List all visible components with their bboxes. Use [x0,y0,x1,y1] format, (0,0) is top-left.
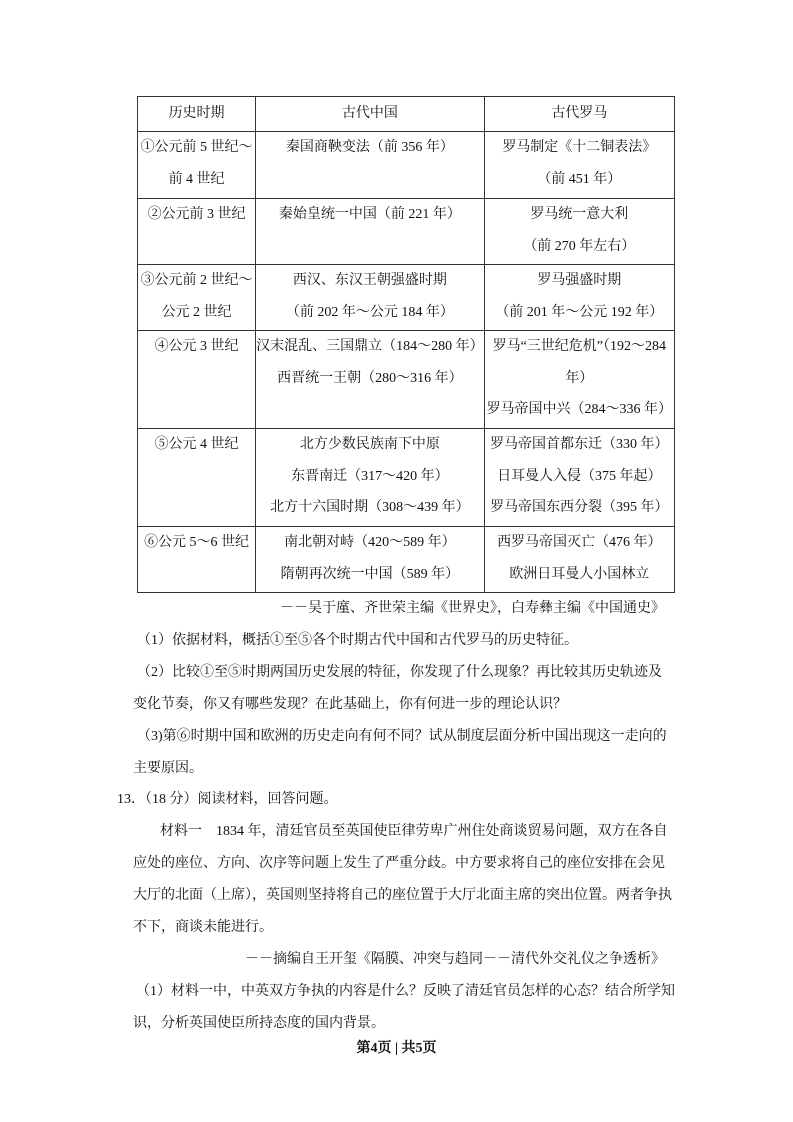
rome-cell [484,331,674,429]
period-cell [138,132,256,199]
q12-part1: （1）依据材料，概括①至⑤各个时期古代中国和古代罗马的历史特征。 [137,633,578,648]
q13-part1-line1: （1）材料一中，中英双方争执的内容是什么？反映了清廷官员怎样的心态？结合所学知 [136,984,675,999]
rome-cell [484,265,674,331]
q13-heading: 13．（18 分）阅读材料，回答问题。 [117,792,338,807]
cell-line: 罗马帝国中兴（284～336 年） [486,402,673,417]
rome-cell [484,527,674,593]
rome-cell [484,132,674,199]
cell-line: 欧洲日耳曼人小国林立 [509,566,650,582]
cell-line: 年） [565,370,594,386]
q12-part3-line1: （3)第⑥时期中国和欧洲的历史走向有何不同？试从制度层面分析中国出现这一走向的 [137,729,667,744]
table-row [138,199,675,265]
table-source: －－吴于廑、齐世荣主编《世界史》，白寿彝主编《中国通史》 [280,601,665,616]
cell-line: ⑥公元 5～6 世纪 [144,535,250,550]
cell-line: 罗马统一意大利 [530,207,629,222]
period-cell [138,199,256,265]
cell-line: 罗马帝国东西分裂（395 年） [490,500,669,515]
cell-line: 汉末混乱、三国鼎立（184～280 年） [256,339,484,354]
cell-line: （前 270 年左右） [523,238,636,254]
cell-line: 前 4 世纪 [168,171,225,187]
table-row [138,132,675,199]
cell-line: ②公元前 3 世纪 [147,207,246,222]
cell-line: 秦始皇统一中国（前 221 年） [278,207,461,222]
table-row [138,429,675,527]
cell-line: 西罗马帝国灭亡（476 年） [497,535,662,550]
cell-line: 西晋统一王朝（280～316 年） [277,370,463,386]
rome-cell [484,199,674,265]
cell-line: 罗马“三世纪危机”（192～284 [492,339,667,354]
cell-line: （前 201 年～公元 192 年） [495,304,664,320]
china-cell [256,199,485,265]
period-cell [138,527,256,593]
q12-part2-line2: 变化节奏，你又有哪些发现？在此基础上，你有何进一步的理论认识？ [133,697,567,712]
cell-line: 罗马制定《十二铜表法》 [502,140,657,155]
period-cell [138,265,256,331]
china-cell [256,265,485,331]
cell-line: ③公元前 2 世纪～ [140,273,253,288]
q12-part2-line1: （2）比较①至⑤时期两国历史发展的特征，你发现了什么现象？再比较其历史轨迹及 [137,665,662,680]
cell-line: ④公元 3 世纪 [154,339,239,354]
table-header-row [138,97,675,132]
cell-line: 罗马强盛时期 [537,273,622,288]
rome-cell [484,429,674,527]
cell-line: 秦国商鞅变法（前 356 年） [285,140,454,155]
q13-material-line3: 大厅的北面（上席），英国则坚持将自己的座位置于大厅北面主席的突出位置。两者争执 [133,888,672,903]
china-cell [256,331,485,429]
period-cell [138,429,256,527]
cell-line: 公元 2 世纪 [161,304,232,320]
q12-part3-line2: 主要原因。 [133,761,203,776]
cell-line: 北方十六国时期（308～439 年） [270,500,470,515]
cell-line: 北方少数民族南下中原 [299,437,440,452]
cell-line: 南北朝对峙（420～589 年） [284,535,456,550]
q13-material-line4: 不下，商谈未能进行。 [133,920,273,935]
period-cell [138,331,256,429]
cell-line: ①公元前 5 世纪～ [140,140,253,155]
header-rome: 古代罗马 [484,97,674,132]
cell-line: （前 202 年～公元 184 年） [285,304,454,320]
cell-line: 日耳曼人入侵（375 年起） [497,468,662,484]
cell-line: 西汉、东汉王朝强盛时期 [292,273,447,288]
cell-line: 罗马帝国首都东迁（330 年） [490,437,669,452]
cell-line: ⑤公元 4 世纪 [154,437,239,452]
q13-material-line1: 材料一 1834 年，清廷官员至英国使臣律劳卑广州住处商谈贸易问题，双方在各自 [160,824,668,839]
cell-line: 隋朝再次统一中国（589 年） [280,566,460,582]
cell-line: 东晋南迁（317～420 年） [291,468,449,484]
table-row [138,527,675,593]
table-row [138,331,675,429]
q13-part1-line2: 识，分析英国使臣所持态度的国内背景。 [133,1016,385,1031]
china-cell [256,527,485,593]
q13-material-source: －－摘编自王开玺《隔膜、冲突与趋同－－清代外交礼仪之争透析》 [245,952,665,967]
table-row [138,265,675,331]
cell-line: （前 451 年） [537,171,622,187]
china-cell [256,132,485,199]
comparison-table [137,96,675,593]
china-cell [256,429,485,527]
header-period: 历史时期 [138,97,256,132]
q13-material-line2: 应处的座位、方向、次序等问题上发生了严重分歧。中方要求将自己的座位安排在会见 [133,856,665,871]
header-china: 古代中国 [256,97,485,132]
page-footer: 第4页 | 共5页 [356,1041,437,1056]
